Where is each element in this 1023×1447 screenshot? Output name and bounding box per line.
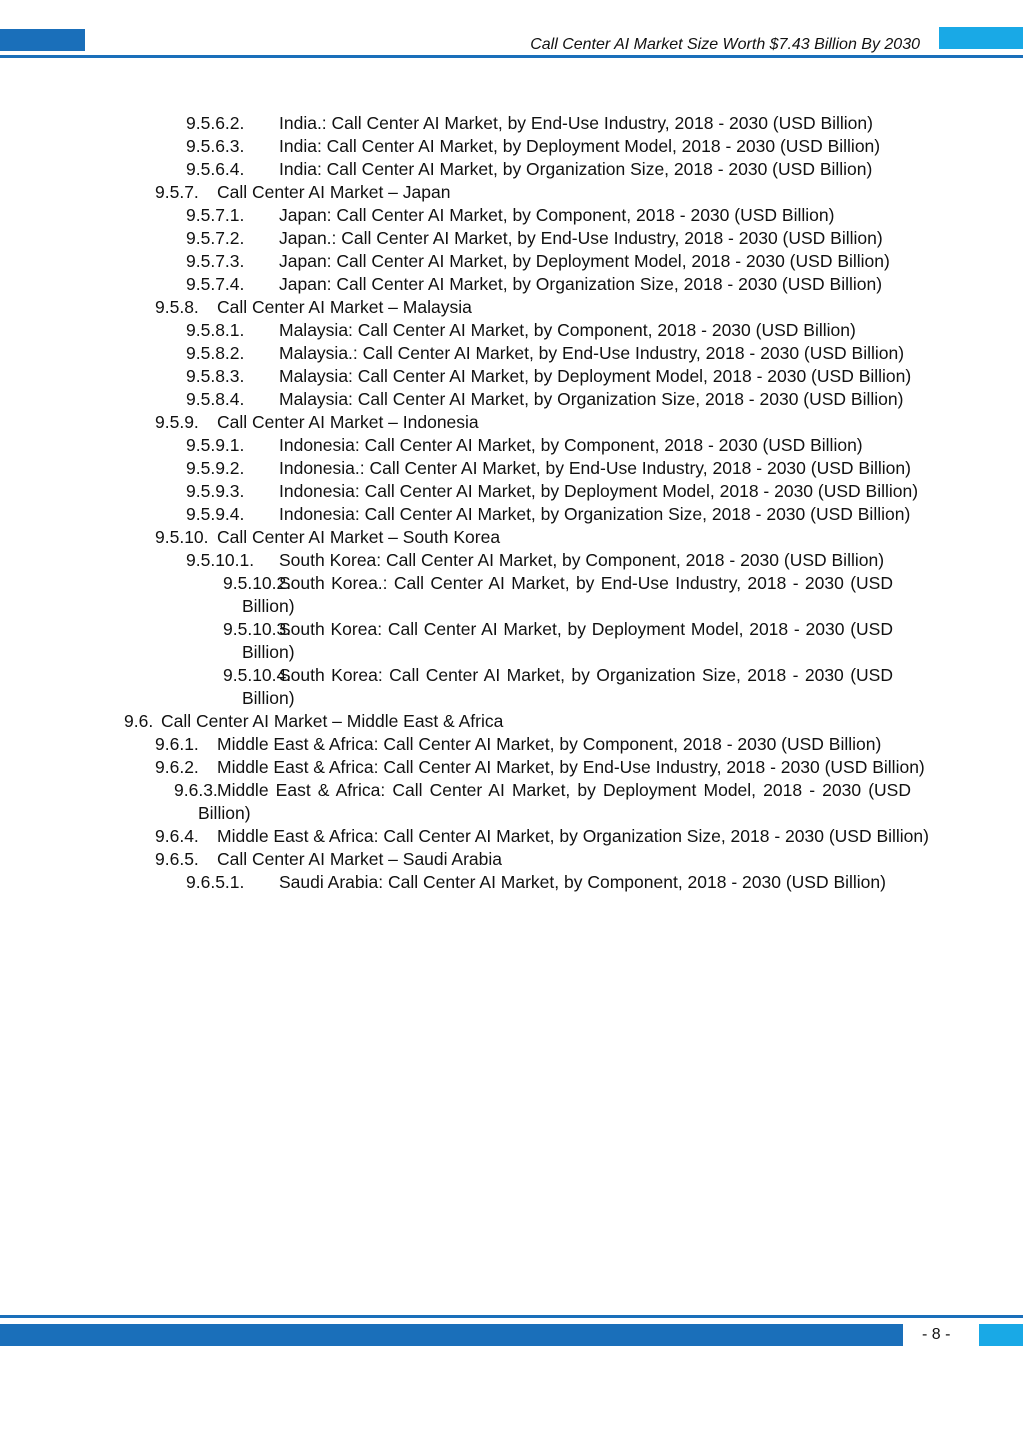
toc-entry-title: Call Center AI Market – Japan [217, 182, 451, 202]
toc-entry [155, 526, 930, 549]
toc-entry-number: 9.5.9.1. [186, 435, 245, 455]
toc-entry-number: 9.5.7.2. [186, 228, 245, 248]
toc-entry [186, 457, 930, 480]
toc-entry [186, 572, 893, 618]
header-right-accent-bar [939, 27, 1023, 49]
toc-entry-title: Indonesia.: Call Center AI Market, by End-Use Industry, 2018 - 2030 (USD Billion) [279, 458, 911, 478]
toc-entry-number: 9.5.10.1. [186, 550, 255, 570]
toc-entry [186, 112, 930, 135]
toc-entry-title: Malaysia: Call Center AI Market, by Component, 2018 - 2030 (USD Billion) [279, 320, 856, 340]
toc-entry-number: 9.5.8.4. [186, 389, 245, 409]
toc-entry [186, 618, 893, 664]
toc-entry-title: India: Call Center AI Market, by Deployment Model, 2018 - 2030 (USD Billion) [279, 136, 881, 156]
toc-entry-number: 9.5.7.1. [186, 205, 245, 225]
toc-entry-number: 9.6.5. [155, 849, 199, 869]
table-of-contents [0, 112, 1023, 894]
toc-entry-title: Call Center AI Market – South Korea [217, 527, 501, 547]
toc-entry-title: Malaysia: Call Center AI Market, by Deployment Model, 2018 - 2030 (USD Billion) [279, 366, 912, 386]
footer-accent-bar [0, 1324, 903, 1346]
header-left-accent-bar [0, 29, 85, 51]
toc-entry-title: Call Center AI Market – Malaysia [217, 297, 472, 317]
toc-entry-number: 9.5.8.2. [186, 343, 245, 363]
toc-entry-number: 9.5.10. [155, 527, 209, 547]
toc-entry-number: 9.5.8.3. [186, 366, 245, 386]
toc-entry-title: Saudi Arabia: Call Center AI Market, by Component, 2018 - 2030 (USD Billion) [279, 872, 886, 892]
toc-entry-number: 9.5.6.3. [186, 136, 245, 156]
toc-entry [186, 158, 930, 181]
toc-entry-title: Japan: Call Center AI Market, by Component, 2018 - 2030 (USD Billion) [279, 205, 835, 225]
toc-entry [155, 825, 930, 848]
toc-entry [186, 319, 930, 342]
toc-entry-number: 9.5.8.1. [186, 320, 245, 340]
toc-entry-title: India: Call Center AI Market, by Organization Size, 2018 - 2030 (USD Billion) [279, 159, 873, 179]
toc-entry-title: Middle East & Africa: Call Center AI Market, by Deployment Model, 2018 - 2030 (USD Billion) [198, 780, 911, 823]
footer-right-accent-bar [979, 1324, 1023, 1346]
toc-entry [186, 135, 930, 158]
toc-entry-number: 9.5.7.4. [186, 274, 245, 294]
toc-entry-number: 9.6.4. [155, 826, 199, 846]
toc-entry-title: Indonesia: Call Center AI Market, by Organization Size, 2018 - 2030 (USD Billion) [279, 504, 911, 524]
page-number: - 8 - [922, 1326, 951, 1343]
toc-entry [124, 710, 929, 733]
toc-entry [186, 273, 930, 296]
toc-entry-title: Japan: Call Center AI Market, by Deployment Model, 2018 - 2030 (USD Billion) [279, 251, 890, 271]
header-title: Call Center AI Market Size Worth $7.43 Billion By 2030 [530, 36, 920, 53]
toc-entry [155, 848, 930, 871]
toc-entry [186, 204, 930, 227]
toc-entry [155, 296, 930, 319]
toc-entry [186, 365, 930, 388]
toc-entry-number: 9.6.3. [174, 780, 218, 800]
toc-entry-number: 9.5.9.3. [186, 481, 245, 501]
toc-entry-title: Middle East & Africa: Call Center AI Market, by Component, 2018 - 2030 (USD Billion) [217, 734, 882, 754]
toc-entry-number: 9.5.10.3. [223, 619, 292, 639]
toc-entry [186, 871, 930, 894]
toc-entry-title: South Korea: Call Center AI Market, by Component, 2018 - 2030 (USD Billion) [279, 550, 885, 570]
toc-entry-title: Call Center AI Market – Indonesia [217, 412, 479, 432]
toc-entry-number: 9.6.2. [155, 757, 199, 777]
toc-entry [155, 733, 930, 756]
toc-entry [186, 664, 893, 710]
toc-entry-number: 9.6.1. [155, 734, 199, 754]
toc-entry [155, 181, 930, 204]
toc-entry-title: South Korea: Call Center AI Market, by Deployment Model, 2018 - 2030 (USD Billion) [242, 619, 893, 662]
toc-entry-title: Malaysia: Call Center AI Market, by Organization Size, 2018 - 2030 (USD Billion) [279, 389, 904, 409]
toc-entry [186, 434, 930, 457]
toc-entry-number: 9.5.6.2. [186, 113, 245, 133]
toc-entry-title: Middle East & Africa: Call Center AI Market, by Organization Size, 2018 - 2030 (USD Billion) [217, 826, 929, 846]
toc-entry-title: Call Center AI Market – Saudi Arabia [217, 849, 503, 869]
toc-entry-number: 9.5.9. [155, 412, 199, 432]
toc-entry-title: India.: Call Center AI Market, by End-Use Industry, 2018 - 2030 (USD Billion) [279, 113, 873, 133]
toc-entry-number: 9.5.10.2. [223, 573, 292, 593]
toc-entry-number: 9.5.10.4. [223, 665, 292, 685]
toc-entry-number: 9.5.9.4. [186, 504, 245, 524]
toc-entry [155, 779, 911, 825]
toc-entry-number: 9.5.9.2. [186, 458, 245, 478]
toc-entry-number: 9.6.5.1. [186, 872, 245, 892]
toc-entry-number: 9.5.8. [155, 297, 199, 317]
toc-entry-title: Malaysia.: Call Center AI Market, by End-Use Industry, 2018 - 2030 (USD Billion) [279, 343, 905, 363]
toc-entry [186, 388, 930, 411]
toc-entry [155, 756, 930, 779]
toc-entry-title: Middle East & Africa: Call Center AI Market, by End-Use Industry, 2018 - 2030 (USD Billion) [217, 757, 925, 777]
toc-entry-number: 9.5.7.3. [186, 251, 245, 271]
toc-entry-title: South Korea: Call Center AI Market, by Organization Size, 2018 - 2030 (USD Billion) [242, 665, 893, 708]
toc-entry-title: Indonesia: Call Center AI Market, by Deployment Model, 2018 - 2030 (USD Billion) [279, 481, 919, 501]
toc-entry-number: 9.6. [124, 711, 154, 731]
toc-entry [155, 411, 930, 434]
header-rule [0, 55, 1023, 58]
toc-entry-title: Call Center AI Market – Middle East & Africa [161, 711, 504, 731]
toc-entry-title: Japan.: Call Center AI Market, by End-Use Industry, 2018 - 2030 (USD Billion) [279, 228, 883, 248]
toc-entry [186, 227, 930, 250]
toc-entry [186, 480, 930, 503]
toc-entry [186, 503, 930, 526]
toc-entry [186, 250, 930, 273]
toc-entry [186, 549, 930, 572]
toc-entry-number: 9.5.6.4. [186, 159, 245, 179]
footer-rule [0, 1315, 1023, 1318]
toc-entry-title: Japan: Call Center AI Market, by Organization Size, 2018 - 2030 (USD Billion) [279, 274, 883, 294]
toc-entry-title: South Korea.: Call Center AI Market, by End-Use Industry, 2018 - 2030 (USD Billion) [242, 573, 893, 616]
toc-entry [186, 342, 930, 365]
toc-entry-title: Indonesia: Call Center AI Market, by Component, 2018 - 2030 (USD Billion) [279, 435, 863, 455]
toc-entry-number: 9.5.7. [155, 182, 199, 202]
